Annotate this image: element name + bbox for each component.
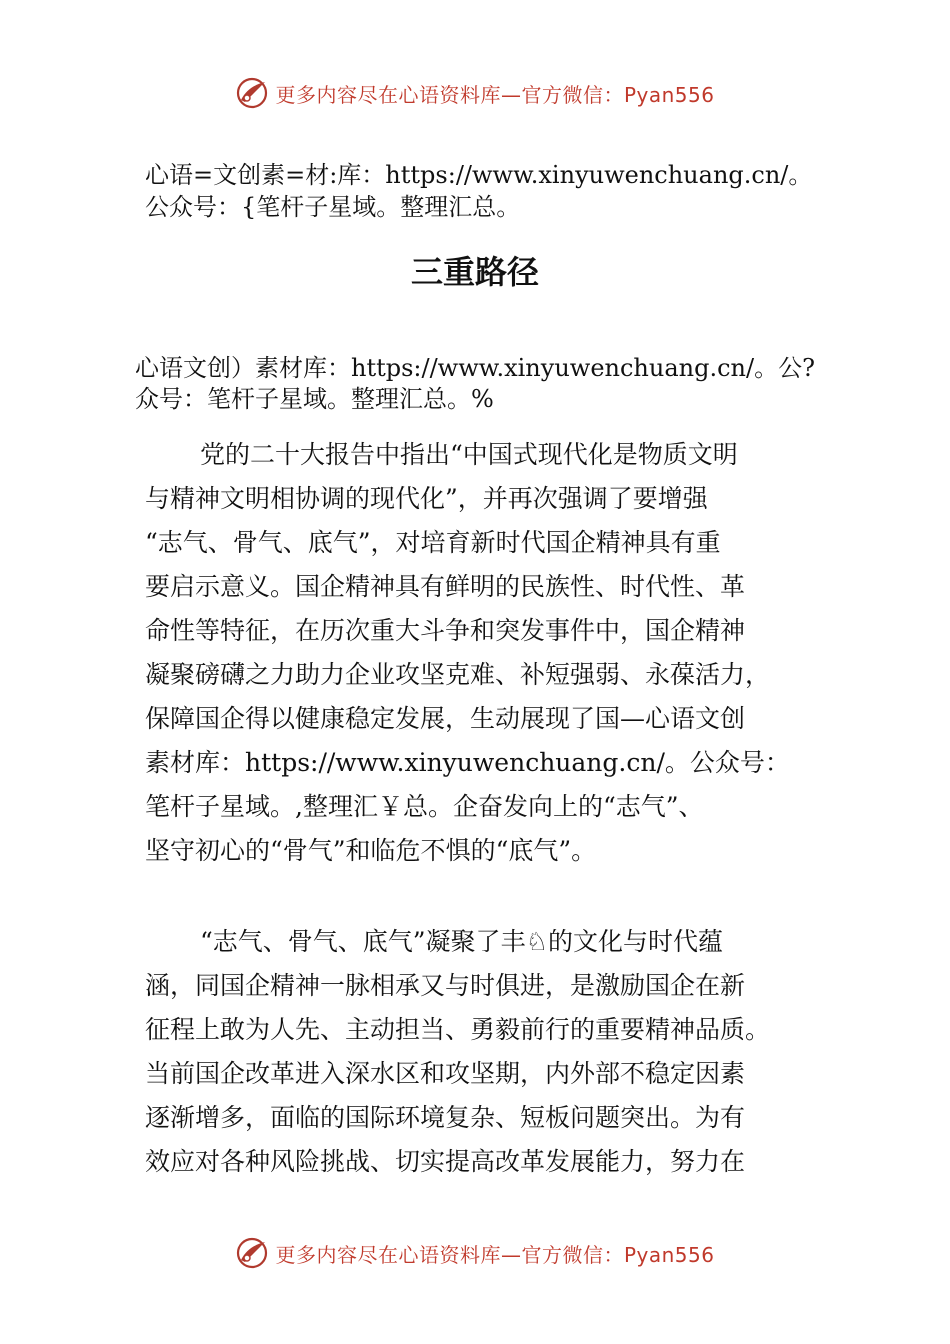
paragraph-line: 与精神文明相协调的现代化”，并再次强调了要增强: [145, 484, 708, 513]
header-banner-text: 更多内容尽在心语资料库—官方微信：Pyan556: [275, 82, 715, 107]
header-banner: [0, 73, 950, 113]
paragraph-line: 命性等特征，在历次重大斗争和突发事件中，国企精神: [145, 616, 746, 645]
paragraph-line: 征程上敢为人先、主动担当、勇毅前行的重要精神品质。: [145, 1015, 771, 1044]
paragraph-line: 涵，同国企精神一脉相承又与时俱进，是激励国企在新: [145, 971, 746, 1000]
paragraph-1: [145, 433, 825, 873]
page-title: 三重路径: [410, 253, 539, 291]
paragraph-line: “志气、骨气、底气”，对培育新时代国企精神具有重: [145, 528, 721, 557]
source-line-2: 众号：笔杆子星域。整理汇总。%: [135, 385, 494, 413]
brush-logo-icon: [235, 76, 269, 110]
paragraph-line: 逐渐增多，面临的国际环境复杂、短板问题突出。为有: [145, 1103, 746, 1132]
paragraph-line: 当前国企改革进入深水区和攻坚期，内外部不稳定因素: [145, 1059, 746, 1088]
paragraph-line: 笔杆子星域。,整理汇￥总。企奋发向上的“志气”、: [145, 792, 704, 821]
paragraph-line: 效应对各种风险挑战、切实提高改革发展能力，努力在: [145, 1147, 746, 1176]
paragraph-line: 凝聚磅礴之力助力企业攻坚克难、补短强弱、永葆活力，: [145, 660, 771, 689]
brush-logo-icon: [235, 1236, 269, 1270]
paragraph-line: “志气、骨气、底气”凝聚了丰♘的文化与时代蕴: [200, 927, 723, 956]
footer-banner-text: 更多内容尽在心语资料库—官方微信：Pyan556: [275, 1242, 715, 1267]
paragraph-line: 坚守初心的“骨气”和临危不惧的“底气”。: [145, 836, 597, 865]
intro-line-1: 心语=文创素=材:库：https://www.xinyuwenchuang.cn/。: [145, 161, 813, 189]
paragraph-2: [145, 920, 825, 1184]
source-line-1: 心语文创）素材库：https://www.xinyuwenchuang.cn/。公?: [135, 354, 815, 382]
paragraph-line: 党的二十大报告中指出“中国式现代化是物质文明: [200, 440, 738, 469]
paragraph-line: 要启示意义。国企精神具有鲜明的民族性、时代性、革: [145, 572, 746, 601]
paragraph-line: 保障国企得以健康稳定发展，生动展现了国—心语文创: [145, 704, 746, 733]
footer-banner: [0, 1233, 950, 1273]
intro-line-2: 公众号：{笔杆子星域。整理汇总。: [145, 193, 521, 221]
paragraph-line: 素材库：https://www.xinyuwenchuang.cn/。公众号：: [145, 748, 790, 777]
